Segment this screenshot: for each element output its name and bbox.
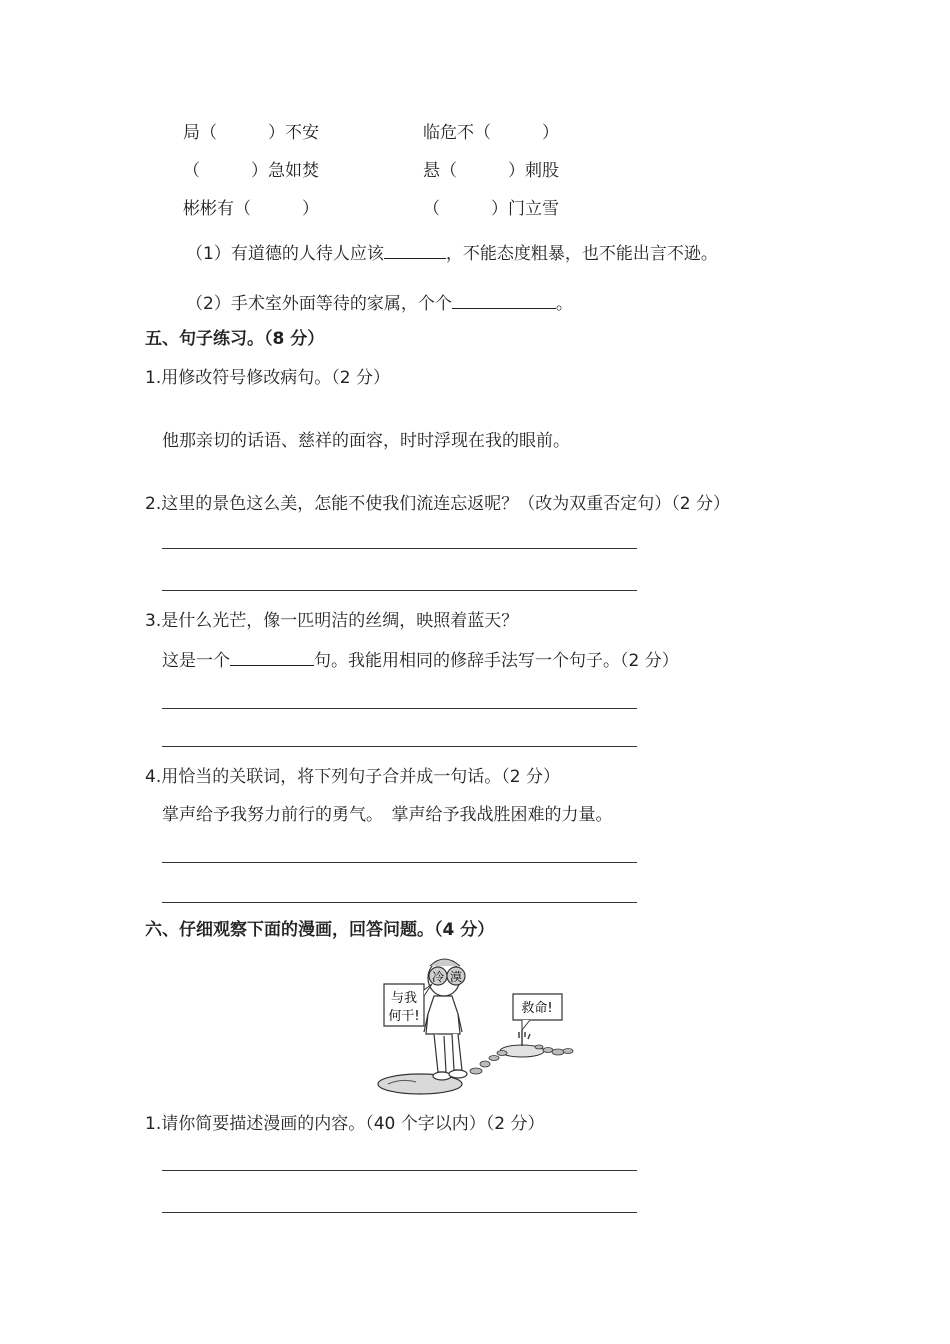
bubble-left-line-1: 与我 xyxy=(390,991,418,1006)
answer-line[interactable] xyxy=(162,902,637,903)
section-5-question-1-sentence: 他那亲切的话语、慈祥的面容，时时浮现在我的眼前。 xyxy=(162,431,570,451)
answer-line[interactable] xyxy=(162,1170,637,1171)
answer-line[interactable] xyxy=(162,708,637,709)
section-5-question-4-sentence: 掌声给予我努力前行的勇气。 掌声给予我战胜困难的力量。 xyxy=(162,805,613,825)
fill-question-2 xyxy=(186,292,573,315)
section-5-question-3: 3.是什么光芒，像一匹明洁的丝绸，映照着蓝天？ xyxy=(145,611,519,631)
answer-line[interactable] xyxy=(162,862,637,863)
section-5-question-2: 2.这里的景色这么美，怎能不使我们流连忘返呢？（改为双重否定句）（2 分） xyxy=(145,494,730,514)
q3-prefix: 这是一个 xyxy=(162,651,230,671)
fill-blank-2[interactable] xyxy=(452,292,556,309)
fill-question-2-prefix: （2）手术室外面等待的家属，个个 xyxy=(186,294,452,314)
fill-question-1-suffix: ，不能态度粗暴，也不能出言不逊。 xyxy=(445,244,718,264)
answer-line[interactable] xyxy=(162,548,637,549)
section-5-question-1: 1.用修改符号修改病句。（2 分） xyxy=(145,368,390,388)
section-5-title: 五、句子练习。（8 分） xyxy=(145,329,325,349)
bubble-left-line-2: 何干! xyxy=(388,1009,420,1024)
q3-blank[interactable] xyxy=(230,649,314,666)
idiom-2-2: 悬（ ）刺股 xyxy=(423,161,559,181)
fill-question-2-suffix: 。 xyxy=(555,294,573,314)
answer-line[interactable] xyxy=(162,1212,637,1213)
section-5-question-4: 4.用恰当的关联词，将下列句子合并成一句话。（2 分） xyxy=(145,767,560,787)
answer-line[interactable] xyxy=(162,746,637,747)
idiom-1-1: 局（ ）不安 xyxy=(183,123,319,143)
fill-blank-1[interactable] xyxy=(384,242,446,259)
answer-line[interactable] xyxy=(162,590,637,591)
idiom-3-2: （ ）门立雪 xyxy=(423,199,559,219)
eye-left-text: 冷 xyxy=(431,970,445,984)
idiom-1-2: 临危不（ ） xyxy=(423,123,559,143)
section-6-title: 六、仔细观察下面的漫画，回答问题。（4 分） xyxy=(145,920,495,940)
hair xyxy=(430,959,460,966)
eye-right-text: 漠 xyxy=(449,970,463,984)
section-5-question-3-fill xyxy=(162,649,679,672)
hand-icon xyxy=(519,1030,530,1046)
section-6-question-1: 1.请你简要描述漫画的内容。（40 个字以内）（2 分） xyxy=(145,1114,545,1134)
idiom-2-1: （ ）急如焚 xyxy=(183,161,319,181)
bubble-right-text: 救命! xyxy=(521,1001,553,1016)
person-figure xyxy=(424,996,467,1080)
q3-suffix: 句。我能用相同的修辞手法写一个句子。（2 分） xyxy=(314,651,679,671)
fill-question-1-prefix: （1）有道德的人待人应该 xyxy=(186,244,384,264)
fill-question-1 xyxy=(186,242,718,265)
cartoon-illustration xyxy=(372,954,582,1099)
idiom-3-1: 彬彬有（ ） xyxy=(183,199,319,219)
